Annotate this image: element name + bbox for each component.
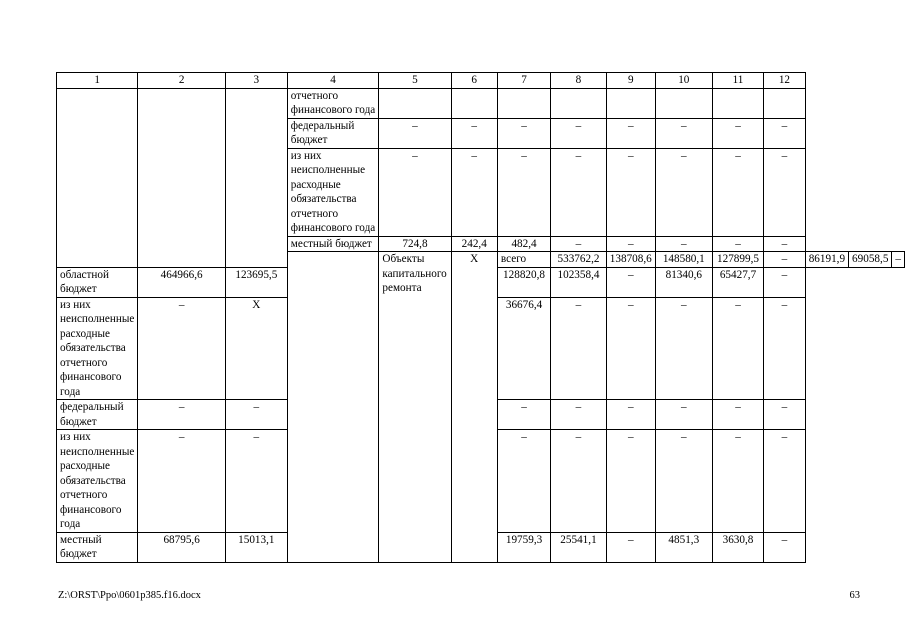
value-cell: 65427,7 (712, 267, 763, 297)
value-cell: – (655, 400, 712, 430)
cell-empty (764, 88, 806, 118)
cell-empty (225, 88, 287, 267)
budget-table (56, 72, 905, 563)
value-cell: 86191,9 (805, 252, 848, 268)
value-cell: 15013,1 (225, 532, 287, 562)
cell-empty (57, 88, 138, 267)
row-label: из них неисполненные расходные обязательства отчетного финансового года (287, 148, 379, 236)
value-cell: 138708,6 (606, 252, 655, 268)
header-cell: 11 (712, 73, 763, 89)
value-cell: – (606, 400, 655, 430)
value-cell: – (655, 118, 712, 148)
value-cell: – (606, 148, 655, 236)
value-cell: – (551, 148, 607, 236)
value-cell: – (764, 532, 806, 562)
value-cell: – (712, 430, 763, 533)
header-cell: 9 (606, 73, 655, 89)
value-cell: 533762,2 (551, 252, 607, 268)
cell-empty (497, 88, 550, 118)
row-label: всего (497, 252, 550, 268)
value-cell: – (606, 430, 655, 533)
value-cell: 123695,5 (225, 267, 287, 297)
value-cell: 69058,5 (849, 252, 892, 268)
row-label: отчетного финансового года (287, 88, 379, 118)
page-number: 63 (849, 590, 860, 601)
value-cell: – (655, 148, 712, 236)
value-cell: – (712, 118, 763, 148)
header-cell: 10 (655, 73, 712, 89)
header-cell: 5 (379, 73, 451, 89)
footer-file-path: Z:\ORST\Ppo\0601p385.f16.docx (58, 590, 201, 601)
object-col3: X (451, 252, 497, 563)
value-cell: – (551, 400, 607, 430)
value-cell: – (497, 148, 550, 236)
value-cell: – (138, 297, 226, 400)
value-cell: – (551, 297, 607, 400)
value-cell: – (379, 148, 451, 236)
value-cell: – (225, 400, 287, 430)
value-cell: 3630,8 (712, 532, 763, 562)
value-cell: X (225, 297, 287, 400)
value-cell: – (138, 400, 226, 430)
value-cell: – (712, 148, 763, 236)
header-cell: 12 (764, 73, 806, 89)
header-cell: 1 (57, 73, 138, 89)
value-cell: – (225, 430, 287, 533)
value-cell: 81340,6 (655, 267, 712, 297)
value-cell: 464966,6 (138, 267, 226, 297)
value-cell: – (764, 236, 806, 252)
value-cell: 148580,1 (655, 252, 712, 268)
header-row (57, 73, 905, 89)
value-cell: – (606, 267, 655, 297)
cell-empty (451, 88, 497, 118)
value-cell: – (655, 297, 712, 400)
cell-empty (712, 88, 763, 118)
row-label: федеральный бюджет (57, 400, 138, 430)
cell-empty (551, 88, 607, 118)
value-cell: – (551, 236, 607, 252)
value-cell: – (712, 236, 763, 252)
value-cell: – (451, 148, 497, 236)
row-label: местный бюджет (287, 236, 379, 252)
value-cell: – (764, 148, 806, 236)
header-cell: 8 (551, 73, 607, 89)
row-label: из них неисполненные расходные обязательства отчетного финансового года (57, 297, 138, 400)
header-cell: 2 (138, 73, 226, 89)
value-cell: – (497, 118, 550, 148)
value-cell: – (606, 236, 655, 252)
value-cell: – (451, 118, 497, 148)
value-cell: – (497, 430, 550, 533)
value-cell: 25541,1 (551, 532, 607, 562)
value-cell: 482,4 (497, 236, 550, 252)
value-cell: 128820,8 (497, 267, 550, 297)
value-cell: – (764, 252, 806, 268)
value-cell: – (764, 118, 806, 148)
value-cell: 724,8 (379, 236, 451, 252)
header-cell: 3 (225, 73, 287, 89)
value-cell: – (764, 267, 806, 297)
table-row (57, 88, 905, 118)
row-label: областной бюджет (57, 267, 138, 297)
value-cell: – (764, 430, 806, 533)
value-cell: – (606, 118, 655, 148)
header-cell: 7 (497, 73, 550, 89)
cell-empty (606, 88, 655, 118)
value-cell: – (551, 118, 607, 148)
header-cell: 4 (287, 73, 379, 89)
object-name: Объекты капитального ремонта (379, 252, 451, 563)
value-cell: 127899,5 (712, 252, 763, 268)
value-cell: – (892, 252, 905, 268)
value-cell: – (655, 430, 712, 533)
value-cell: – (606, 297, 655, 400)
value-cell: – (712, 297, 763, 400)
cell-empty (655, 88, 712, 118)
row-label: местный бюджет (57, 532, 138, 562)
value-cell: – (655, 236, 712, 252)
value-cell: 36676,4 (497, 297, 550, 400)
value-cell: – (712, 400, 763, 430)
value-cell: 19759,3 (497, 532, 550, 562)
value-cell: 242,4 (451, 236, 497, 252)
value-cell: 4851,3 (655, 532, 712, 562)
cell-empty (287, 252, 379, 563)
value-cell: – (764, 297, 806, 400)
cell-empty (138, 88, 226, 267)
value-cell: 102358,4 (551, 267, 607, 297)
value-cell: – (497, 400, 550, 430)
header-cell: 6 (451, 73, 497, 89)
value-cell: 68795,6 (138, 532, 226, 562)
value-cell: – (764, 400, 806, 430)
value-cell: – (379, 118, 451, 148)
value-cell: – (606, 532, 655, 562)
value-cell: – (551, 430, 607, 533)
row-label: из них неисполненные расходные обязательства отчетного финансового года (57, 430, 138, 533)
value-cell: – (138, 430, 226, 533)
row-label: федеральный бюджет (287, 118, 379, 148)
cell-empty (379, 88, 451, 118)
